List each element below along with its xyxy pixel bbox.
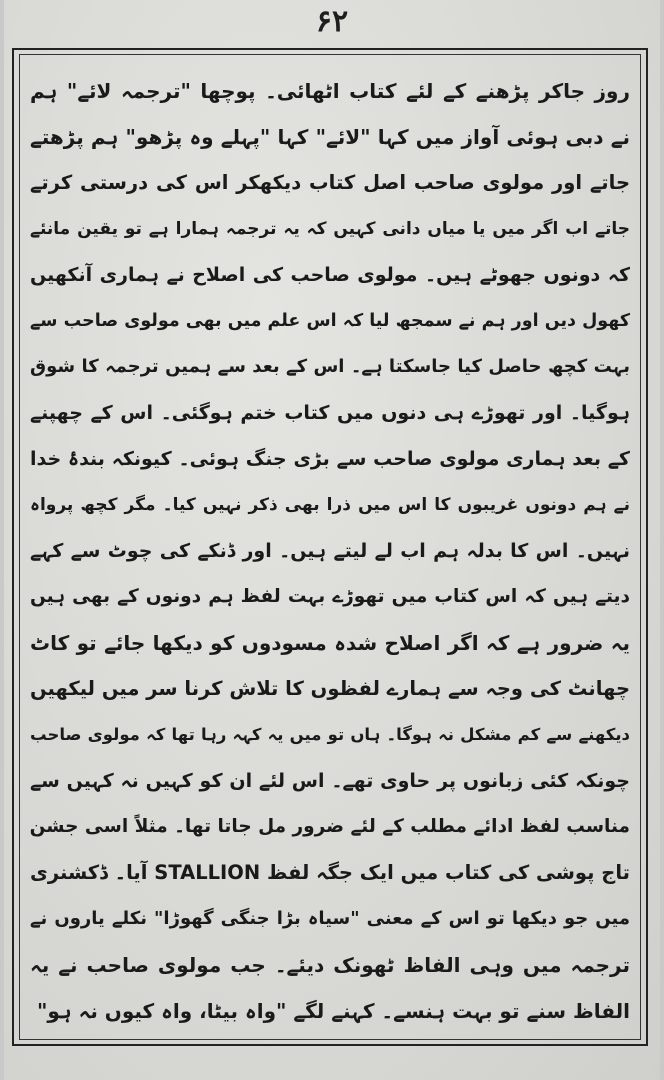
text-line: جاتے اب اگر میں یا میاں دانی کہیں کہ یہ ترجمہ ہمارا ہے تو یقین مانئے [30, 219, 630, 239]
text-line: چھانٹ کی وجہ سے ہمارے لفظوں کا تلاش کرنا سر میں لیکھیں [30, 677, 630, 700]
text-line: ترجمہ میں وہی الفاظ ٹھونک دیئے۔ جب مولوی صاحب نے یہ [30, 953, 630, 977]
text-line: مناسب لفظ ادائے مطلب کے لئے ضرور مل جاتا تھا۔ مثلاً اسی جشن [30, 816, 630, 837]
text-line: کہ دونوں جھوٹے ہیں۔ مولوی صاحب کی اصلاح نے ہماری آنکھیں [30, 264, 630, 286]
text-line: میں جو دیکھا تو اس کے معنی "سیاہ بڑا جنگی گھوڑا" نکلے یاروں نے [30, 908, 630, 929]
page-number: ۶۲ [315, 4, 349, 39]
text-line: روز جاکر پڑھنے کے لئے کتاب اٹھائی۔ پوچھا "ترجمہ لائے" ہم [30, 79, 630, 103]
text-line: نہیں۔ اس کا بدلہ ہم اب لے لیتے ہیں۔ اور ڈنکے کی چوٹ سے کہے [30, 540, 630, 562]
text-line: بہت کچھ حاصل کیا جاسکتا ہے۔ اس کے بعد سے ہمیں ترجمہ کا شوق [30, 356, 630, 377]
text-line: جاتے اور مولوی صاحب اصل کتاب دیکھکر اس کی درستی کرتے [30, 171, 630, 194]
text-line: یہ ضرور ہے کہ اگر اصلاح شدہ مسودوں کو دیکھا جائے تو کاٹ [30, 631, 630, 655]
text-line: کھول دیں اور ہم نے سمجھ لیا کہ اس علم میں بھی مولوی صاحب سے [30, 311, 630, 331]
text-line: دیکھنے سے کم مشکل نہ ہوگا۔ ہاں تو میں یہ کہہ رہا تھا کہ مولوی صاحب [30, 725, 630, 744]
text-line: کے بعد ہماری مولوی صاحب سے بڑی جنگ ہوئی۔ کیونکہ بندۂ خدا [30, 448, 630, 470]
text-line: تاج پوشی کی کتاب میں ایک جگہ لفظ STALLION آیا۔ ڈکشنری [30, 861, 630, 884]
text-line: چونکہ کئی زبانوں پر حاوی تھے۔ اس لئے ان کو کہیں نہ کہیں سے [30, 770, 630, 792]
text-line: نے ہم دونوں غریبوں کا اس میں ذرا بھی ذکر نہیں کیا۔ مگر کچھ پرواہ [30, 495, 630, 515]
text-line: نے دبی ہوئی آواز میں کہا "لائے" کہا "پہلے وہ پڑھو" ہم پڑھتے [30, 125, 630, 149]
text-block [30, 68, 630, 1028]
text-line: دیتے ہیں کہ اس کتاب میں تھوڑے بہت لفظ ہم دونوں کے بھی ہیں [30, 586, 630, 607]
text-line: الفاظ سنے تو بہت ہنسے۔ کہنے لگے "واہ بیٹا، واہ کیوں نہ ہو" [36, 999, 630, 1023]
text-line: ہوگیا۔ اور تھوڑے ہی دنوں میں کتاب ختم ہوگئی۔ اس کے چھپنے [30, 402, 630, 424]
